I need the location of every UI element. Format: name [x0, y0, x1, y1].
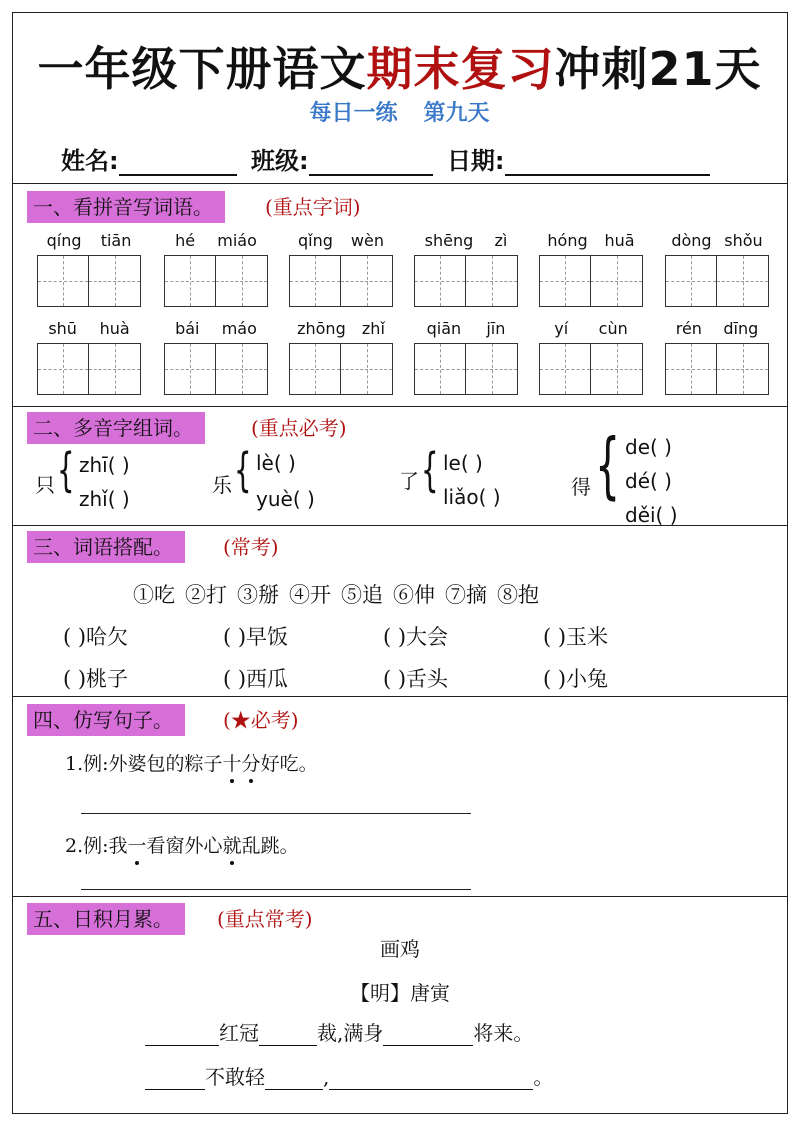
pinyin-label: jīn	[486, 319, 506, 338]
brace: {	[595, 423, 621, 507]
pinyin-item	[164, 319, 268, 395]
section-1-tag: (重点字词)	[265, 195, 361, 219]
title-part-1: 一年级下册语文	[37, 42, 367, 96]
writing-box[interactable]	[289, 255, 341, 307]
polyphone-char: 了	[399, 469, 419, 493]
verb-option: ⑧抱	[497, 583, 539, 607]
emphasis-char: 一	[127, 835, 147, 857]
pinyin-label: hóng	[547, 231, 588, 250]
match-item[interactable]: ( )玉米	[543, 625, 609, 649]
polyphone-row: le( )	[443, 451, 483, 475]
pinyin-item	[539, 231, 643, 307]
section-2-title: 二、多音字组词。	[27, 412, 205, 444]
polyphone-row: dé( )	[625, 469, 672, 493]
match-item[interactable]: ( )小兔	[543, 667, 609, 691]
polyphone-row: lè( )	[256, 451, 296, 475]
polyphone-group	[399, 443, 569, 519]
sentence-text: 1.例:外婆包的粽子	[65, 753, 223, 775]
worksheet-subtitle	[13, 96, 786, 127]
section-divider	[13, 183, 787, 184]
writing-box[interactable]	[591, 343, 643, 395]
polyphone-row: zhǐ( )	[79, 487, 130, 511]
title-part-3: 冲刺21天	[554, 42, 762, 96]
section-divider	[13, 696, 787, 697]
verb-option: ②打	[185, 583, 227, 607]
pinyin-label: dòng	[671, 231, 712, 250]
pinyin-item	[37, 231, 141, 307]
poem-blank[interactable]	[383, 1024, 473, 1046]
pinyin-label: qíng	[46, 231, 82, 250]
pinyin-label: zhǐ	[361, 319, 385, 338]
pinyin-item	[665, 231, 769, 307]
poem-text: ,	[323, 1065, 330, 1089]
match-item[interactable]: ( )大会	[383, 625, 449, 649]
pinyin-label: qǐng	[298, 231, 333, 250]
emphasis-char: 就	[222, 835, 242, 857]
pinyin-label: zì	[494, 231, 508, 250]
verb-option: ⑥伸	[393, 583, 435, 607]
worksheet-title	[13, 33, 786, 99]
section-3-title: 三、词语搭配。	[27, 531, 185, 563]
match-item[interactable]: ( )舌头	[383, 667, 449, 691]
section-3-tag: (常考)	[223, 535, 279, 559]
pinyin-label: dīng	[723, 319, 759, 338]
match-row	[63, 663, 763, 693]
pinyin-label: huà	[99, 319, 130, 338]
poem-title: 画鸡	[380, 937, 420, 961]
poem-blank[interactable]	[259, 1024, 317, 1046]
writing-box[interactable]	[466, 343, 518, 395]
poem-text: 。	[533, 1065, 554, 1089]
verb-option: ⑦摘	[445, 583, 487, 607]
section-2-tag: (重点必考)	[251, 416, 347, 440]
worksheet-page	[12, 12, 788, 1114]
verb-option: ③掰	[237, 583, 279, 607]
pinyin-label: qiān	[426, 319, 462, 338]
polyphone-char: 乐	[212, 473, 232, 497]
writing-box[interactable]	[216, 255, 268, 307]
answer-line[interactable]	[81, 813, 471, 814]
writing-box[interactable]	[37, 343, 89, 395]
worksheet-header	[13, 13, 786, 183]
match-item[interactable]: ( )哈欠	[63, 625, 129, 649]
pinyin-item	[164, 231, 268, 307]
poem-blank[interactable]	[145, 1068, 205, 1090]
pinyin-item	[37, 319, 141, 395]
sentence-text: 看窗外心	[146, 835, 223, 857]
polyphone-char: 只	[35, 473, 55, 497]
polyphone-group	[212, 443, 392, 519]
pinyin-label: tiān	[100, 231, 132, 250]
brace: {	[57, 443, 75, 497]
polyphone-row: liǎo( )	[443, 485, 501, 509]
writing-box[interactable]	[539, 343, 591, 395]
verb-option: ①吃	[133, 583, 175, 607]
pinyin-label: rén	[675, 319, 702, 338]
poem-text: 裁,满身	[317, 1021, 384, 1045]
writing-box[interactable]	[665, 343, 717, 395]
name-field[interactable]	[119, 150, 237, 176]
writing-box[interactable]	[717, 343, 769, 395]
polyphone-group	[35, 443, 205, 519]
match-row	[63, 621, 763, 651]
section-4-tag: (★必考)	[223, 708, 299, 732]
polyphone-row: zhī( )	[79, 453, 130, 477]
pinyin-label: máo	[221, 319, 257, 338]
pinyin-item	[665, 319, 769, 395]
writing-box[interactable]	[341, 255, 393, 307]
polyphone-row: yuè( )	[256, 487, 315, 511]
polyphone-char: 得	[571, 475, 591, 499]
writing-box[interactable]	[341, 343, 393, 395]
poem-text: 不敢轻	[205, 1065, 265, 1089]
pinyin-label: bái	[175, 319, 200, 338]
date-field[interactable]	[505, 150, 710, 176]
section-4-title: 四、仿写句子。	[27, 704, 185, 736]
poem-line-2	[145, 1061, 553, 1090]
section-5-title: 五、日积月累。	[27, 903, 185, 935]
writing-box[interactable]	[665, 255, 717, 307]
writing-box[interactable]	[216, 343, 268, 395]
writing-box[interactable]	[591, 255, 643, 307]
poem-text: 将来。	[473, 1021, 534, 1045]
pinyin-label: shū	[48, 319, 77, 338]
match-item[interactable]: ( )早饭	[223, 625, 289, 649]
pinyin-item	[289, 231, 393, 307]
pinyin-label: hé	[175, 231, 196, 250]
section-divider	[13, 525, 787, 526]
polyphone-group	[571, 423, 771, 533]
writing-box[interactable]	[37, 255, 89, 307]
polyphone-row: de( )	[625, 435, 672, 459]
answer-line[interactable]	[81, 889, 471, 890]
pinyin-label: zhōng	[297, 319, 346, 338]
section-divider	[13, 896, 787, 897]
brace: {	[421, 443, 439, 497]
poem-blank[interactable]	[145, 1024, 219, 1046]
pinyin-label: cùn	[598, 319, 628, 338]
class-field[interactable]	[309, 150, 433, 176]
pinyin-item	[414, 319, 518, 395]
example-sentence-2	[65, 831, 299, 858]
writing-box[interactable]	[164, 343, 216, 395]
sentence-text: 好吃。	[260, 753, 318, 775]
sentence-text: 2.例:我	[65, 835, 128, 857]
writing-box[interactable]	[89, 255, 141, 307]
poem-blank[interactable]	[329, 1068, 533, 1090]
writing-box[interactable]	[414, 255, 466, 307]
poem-blank[interactable]	[265, 1068, 323, 1090]
brace: {	[234, 443, 252, 497]
writing-box[interactable]	[539, 255, 591, 307]
sentence-text: 乱跳。	[241, 835, 299, 857]
writing-box[interactable]	[164, 255, 216, 307]
subtitle-daily: 每日一练	[309, 101, 398, 126]
polyphone-row: děi( )	[625, 503, 678, 527]
name-label: 姓名:	[61, 147, 119, 175]
pinyin-item	[414, 231, 518, 307]
writing-box[interactable]	[466, 255, 518, 307]
match-item[interactable]: ( )西瓜	[223, 667, 289, 691]
section-1-title: 一、看拼音写词语。	[27, 191, 225, 223]
writing-box[interactable]	[89, 343, 141, 395]
writing-box[interactable]	[414, 343, 466, 395]
emphasis-char: 十	[222, 753, 242, 775]
student-info-row	[61, 141, 716, 176]
match-item[interactable]: ( )桃子	[63, 667, 129, 691]
pinyin-label: wèn	[350, 231, 384, 250]
writing-box[interactable]	[717, 255, 769, 307]
writing-box[interactable]	[289, 343, 341, 395]
date-label: 日期:	[446, 147, 505, 175]
class-label: 班级:	[250, 147, 309, 175]
pinyin-label: yí	[554, 319, 569, 338]
subtitle-day: 第九天	[423, 101, 490, 126]
section-5-tag: (重点常考)	[217, 907, 313, 931]
section-divider	[13, 406, 787, 407]
verb-options	[133, 579, 549, 609]
pinyin-item	[289, 319, 393, 395]
poem-line-1	[145, 1017, 533, 1046]
verb-option: ④开	[289, 583, 331, 607]
pinyin-label: shǒu	[724, 231, 763, 250]
example-sentence-1	[65, 749, 318, 776]
title-part-2: 期末复习	[366, 42, 555, 96]
emphasis-char: 分	[241, 753, 261, 775]
pinyin-item	[539, 319, 643, 395]
pinyin-label: huā	[604, 231, 635, 250]
pinyin-label: shēng	[424, 231, 474, 250]
poem-text: 红冠	[219, 1021, 259, 1045]
poem-author: 【明】唐寅	[350, 981, 450, 1005]
pinyin-label: miáo	[217, 231, 257, 250]
verb-option: ⑤追	[341, 583, 383, 607]
